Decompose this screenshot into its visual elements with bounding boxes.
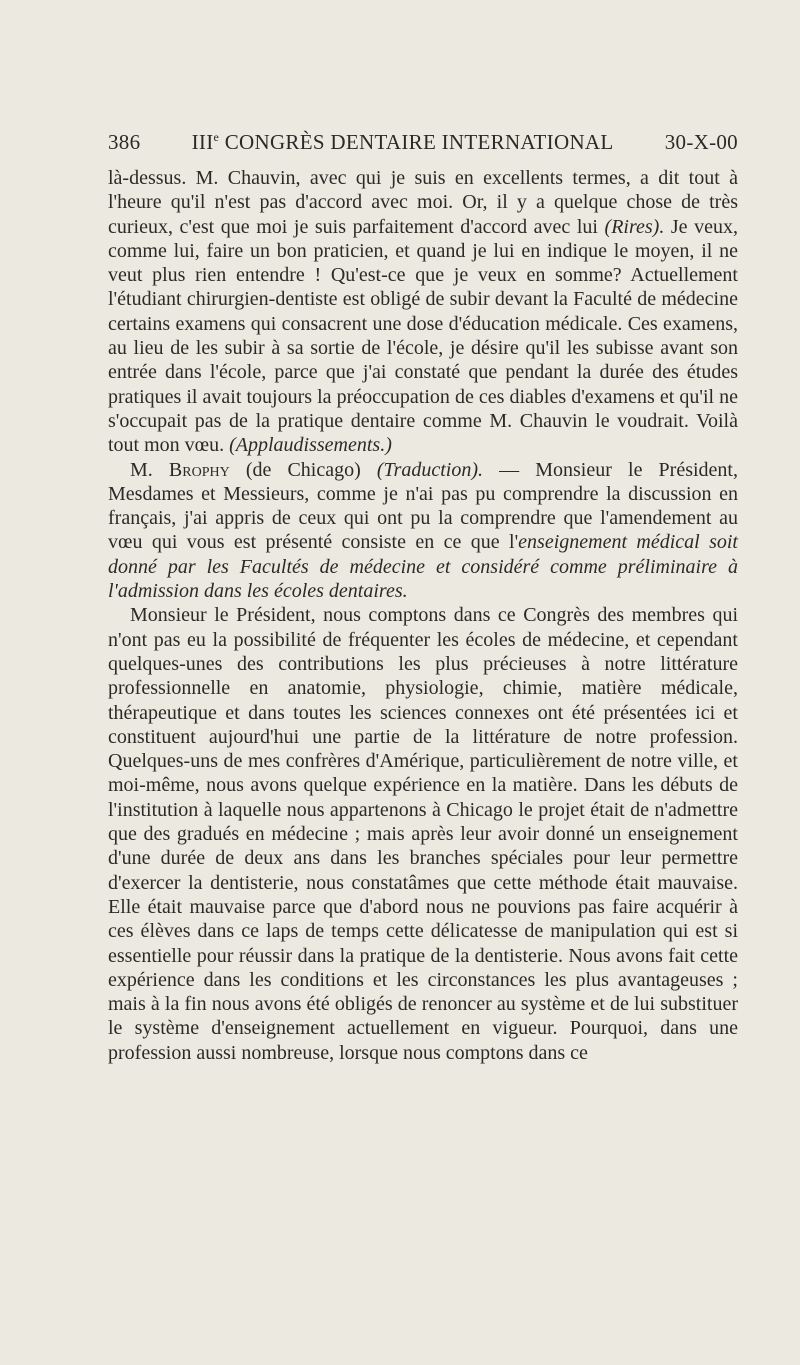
running-header [108,130,738,155]
p2-speaker-prefix: M. [130,458,169,481]
running-title [140,130,664,155]
p1-italic-b: (Applaudissements.) [229,434,392,457]
p2-italic-b: enseignement médical soit donné par les Facultés de médecine et considéré comme préliminaire à l'admission dans les écoles dentaires. [108,531,738,603]
title-text: CONGRÈS DENTAIRE INTERNATIONAL [224,130,614,154]
p2-italic-a: (Traduction). [376,458,484,481]
page-number: 386 [108,130,141,154]
p1-text-a: là-dessus. M. Chauvin, avec qui je suis en excellents termes, a dit tout à l'heure qu'il n'est pas d'accord avec moi. Or, il y a quelque chose de très curieux, c'est que moi je suis parfaitement d'accord avec lui [108,167,738,238]
title-ordinal: III [191,130,214,154]
paragraph-3 [108,603,738,1065]
body-text [108,166,738,1065]
p2-text-b: — Monsieur le Président, Mesdames et Messieurs, comme je n'ai pas pu comprendre la discussion en français, j'ai appris de ceux qui ont pu la comprendre que l'amendement au vœu qui vous est présenté consiste en ce que l' [108,458,738,554]
paragraph-1 [108,166,738,458]
header-date: 30-X-00 [664,130,738,154]
title-ordinal-sup: e [213,130,220,144]
p2-speaker-name: Brophy [168,458,230,481]
p1-text-b: Je veux, comme lui, faire un bon praticien, et quand je lui en indique le moyen, il ne veut plus rien entendre ! Qu'est-ce que je veux en somme? Actuellement l'étudiant chirurgien-dentiste est obligé de subir devant la Faculté de médecine certains examens qui consacrent une dose d'éducation médicale. Ces examens, au lieu de les subir à sa sortie de l'école, je désire qu'il les subisse avant son entrée dans l'école, parce que j'ai constaté que pendant la durée des études pratiques il avait toujours la préoccupation de ces diables d'examens et qu'il ne s'occupait pas de la pratique dentaire comme M. Chauvin le voudrait. Voilà tout mon vœu. [108,215,738,457]
paragraph-2 [108,458,738,604]
p3-text: Monsieur le Président, nous comptons dans ce Congrès des membres qui n'ont pas eu la possibilité de fréquenter les écoles de médecine, et cependant quelques-unes des contributions les plus précieuses à notre littérature professionnelle en anatomie, physiologie, chimie, matière médicale, thérapeutique et dans toutes les sciences connexes ont été présentées ici et constituent aujourd'hui une partie de la littérature de notre profession. Quelques-uns de mes confrères d'Amérique, particulièrement de notre ville, et moi-même, nous avons quelque expérience en la matière. Dans les débuts de l'institution à laquelle nous appartenons à Chicago le projet était de n'admettre que des gradués en médecine ; mais après leur avoir donné un enseignement d'une durée de deux ans dans les branches spéciales pour leur permettre d'exercer la dentisterie, nous constatâmes que cette méthode était mauvaise. Elle était mauvaise parce que d'abord nous ne pouvions pas faire acquérir à ces élèves dans ce laps de temps cette délicatesse de manipulation qui est si essentielle pour réussir dans la pratique de la dentisterie. Nous avons fait cette expérience dans les conditions et les circonstances les plus avantageuses ; mais à la fin nous avons été obligés de renoncer au système et de lui substituer le système d'enseignement actuellement en vigueur. Pourquoi, dans une profession aussi nombreuse, lorsque nous comptons dans ce [108,604,738,1064]
p1-italic-a: (Rires). [604,215,665,238]
p2-text-a: (de Chicago) [229,458,377,481]
